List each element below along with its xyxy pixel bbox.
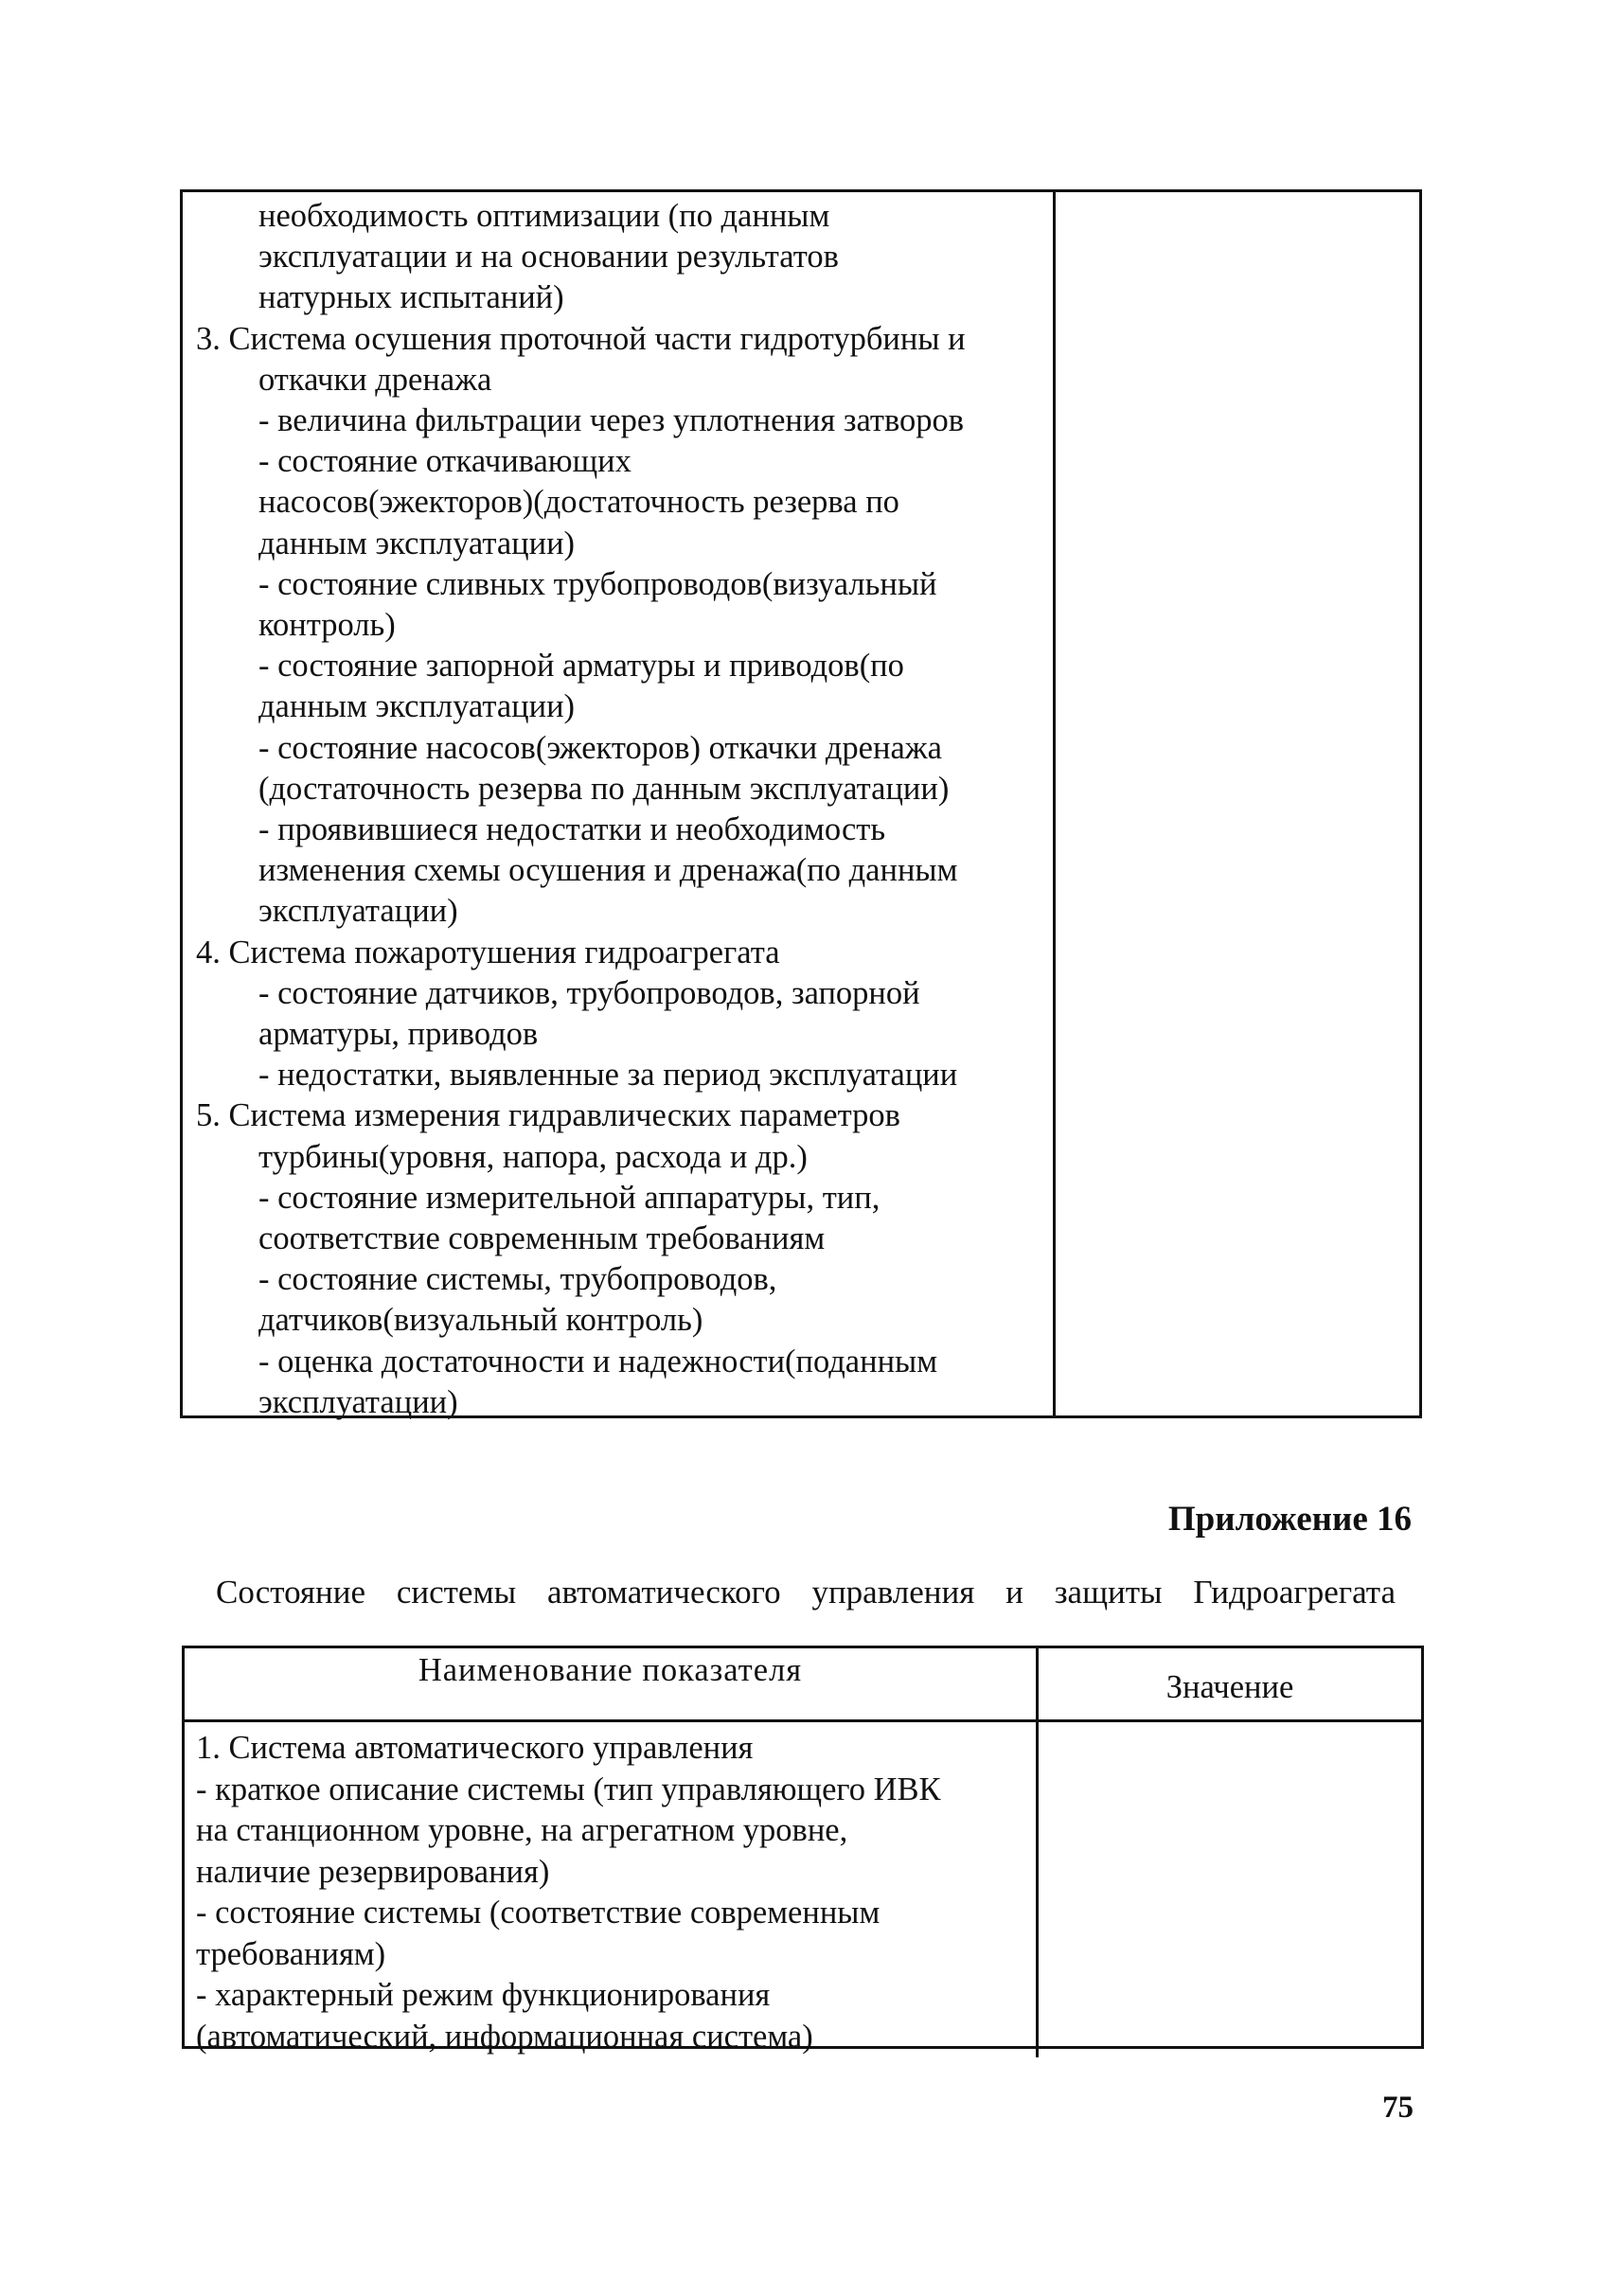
table-line: соответствие современным требованиям: [258, 1220, 826, 1257]
table-line: - краткое описание системы (тип управляющего ИВК: [196, 1771, 941, 1807]
table-line: натурных испытаний): [258, 279, 564, 316]
criteria-table-continued: [180, 189, 1422, 1418]
table-line: - состояние запорной арматуры и приводов(по: [258, 648, 904, 685]
column-header-value: Значение: [1039, 1648, 1421, 1722]
table-line: - оценка достаточности и надежности(поданным: [258, 1343, 938, 1379]
page-number: 75: [1382, 2091, 1414, 2125]
indicator-value-cell: [1039, 1722, 1421, 2057]
table-line: откачки дренажа: [258, 361, 492, 398]
table-line: данным эксплуатации): [258, 688, 576, 725]
table-line: данным эксплуатации): [258, 525, 576, 561]
automation-control-table: [182, 1646, 1424, 2055]
table-line: - состояние датчиков, трубопроводов, запорной: [258, 974, 920, 1011]
table-line: - проявившиеся недостатки и необходимость: [258, 811, 886, 848]
table-line: требованиям): [196, 1935, 386, 1972]
table-line: арматуры, приводов: [258, 1016, 539, 1053]
table-line: (автоматический, информационная система): [196, 2018, 813, 2055]
indicator-value-cell: [1056, 192, 1419, 1415]
appendix-label: Приложение 16: [1167, 1500, 1412, 1539]
table-line: датчиков(визуальный контроль): [258, 1302, 703, 1339]
table-line: насосов(эжекторов)(достаточность резерва по: [258, 484, 899, 521]
table-line: (достаточность резерва по данным эксплуатации): [258, 770, 950, 807]
table-line: - недостатки, выявленные за период эксплуатации: [258, 1057, 958, 1094]
table-line: необходимость оптимизации (по данным: [258, 198, 830, 234]
table-line: - состояние сливных трубопроводов(визуальный: [258, 565, 937, 602]
table-line: 3. Система осушения проточной части гидротурбины и: [196, 320, 966, 357]
indicator-name-cell: [185, 1722, 1039, 2057]
table-line: эксплуатации): [258, 893, 458, 930]
table-line: - характерный режим функционирования: [196, 1977, 771, 2013]
table-line: изменения схемы осушения и дренажа(по данным: [258, 852, 958, 889]
table-line: на станционном уровне, на агрегатном уровне,: [196, 1812, 848, 1848]
table-line: 4. Система пожаротушения гидроагрегата: [196, 934, 780, 970]
table-line: - величина фильтрации через уплотнения затворов: [258, 402, 965, 439]
table-line: 1. Система автоматического управления: [196, 1730, 754, 1766]
indicator-name-cell: [183, 192, 1056, 1420]
table-line: - состояние измерительной аппаратуры, тип,: [258, 1179, 881, 1216]
table-line: - состояние откачивающих: [258, 443, 632, 480]
table-line: контроль): [258, 607, 396, 644]
table-line: турбины(уровня, напора, расхода и др.): [258, 1138, 808, 1175]
table-line: эксплуатации и на основании результатов: [258, 239, 839, 276]
table-line: 5. Система измерения гидравлических параметров: [196, 1097, 900, 1134]
table-line: - состояние насосов(эжекторов) откачки дренажа: [258, 729, 942, 766]
table-line: - состояние системы, трубопроводов,: [258, 1261, 777, 1298]
table-line: эксплуатации): [258, 1383, 458, 1420]
column-header-name: Наименование показателя: [185, 1648, 1039, 1722]
table-line: - состояние системы (соответствие современным: [196, 1895, 881, 1931]
table-line: наличие резервирования): [196, 1853, 550, 1890]
appendix-caption: Состояние системы автоматического управления и защиты Гидроагрегата: [216, 1574, 1396, 1611]
